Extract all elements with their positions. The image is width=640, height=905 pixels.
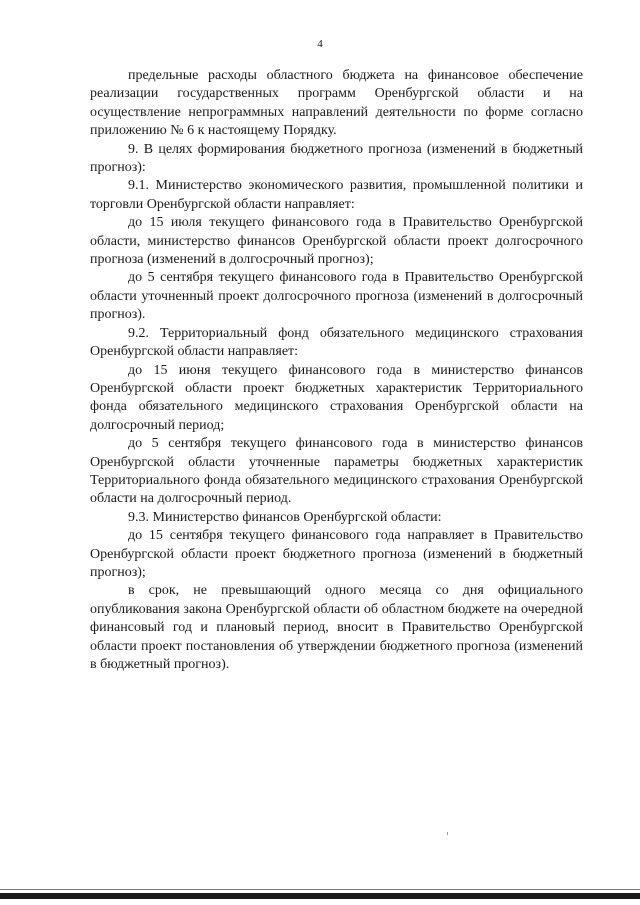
paragraph-9-3-deadline-september: до 15 сентября текущего финансового года направляет в Правительство Оренбургской области проект бюджетного прогноза (изменений в бюджетный прогноз);: [90, 528, 583, 580]
scan-bottom-border: [0, 893, 640, 899]
scan-edge-line: [0, 889, 640, 890]
paragraph-9-1-ministry-economy: 9.1. Министерство экономического развития, промышленной политики и торговли Оренбургской области направляет:: [90, 178, 583, 212]
page-number: 4: [317, 38, 323, 50]
paragraph-9-3-one-month: в срок, не превышающий одного месяца со дня официального опубликования закона Оренбургской области об областном бюджете на очередной финансовый год и плановый период, вносит в Правительство Оренбургской области проект постановления об утверждении бюджетного прогноза (изменений в бюджетный прогноз).: [90, 583, 583, 672]
paragraph-9-1-deadline-july: до 15 июля текущего финансового года в Правительство Оренбургской области, министерство финансов Оренбургской области проект долгосрочного прогноза (изменений в долгосрочный прогноз);: [90, 215, 583, 268]
paragraph-expenses-continuation: предельные расходы областного бюджета на финансовое обеспечение реализации государственных программ Оренбургской области и на осуществление непрограммных направлений деятельности по форме согласно приложению № 6 к настоящему Порядку.: [90, 68, 583, 139]
paragraph-9-2-deadline-september: до 5 сентября текущего финансового года в министерство финансов Оренбургской области уточненные параметры бюджетных характеристик Территориального фонда обязательного медицинского страхования Оренбургской области на долгосрочный период.: [90, 436, 583, 507]
scan-speck: [447, 832, 448, 835]
paragraph-9-budget-forecast: 9. В целях формирования бюджетного прогноза (изменений в бюджетный прогноз):: [90, 141, 583, 176]
paragraph-9-2-deadline-june: до 15 июня текущего финансового года в министерство финансов Оренбургской области проект бюджетных характеристик Территориального фонда обязательного медицинского страхования Оренбургской области на долгосрочный период;: [90, 362, 583, 433]
document-body: [90, 67, 583, 674]
paragraph-9-1-deadline-september: до 5 сентября текущего финансового года в Правительство Оренбургской области уточненный проект долгосрочного прогноза (изменений в долгосрочный прогноз).: [90, 270, 583, 323]
paragraph-9-3-ministry-finance: 9.3. Министерство финансов Оренбургской области:: [128, 509, 442, 525]
paragraph-9-2-territorial-fund: 9.2. Территориальный фонд обязательного медицинского страхования Оренбургской области направляет:: [90, 325, 583, 360]
